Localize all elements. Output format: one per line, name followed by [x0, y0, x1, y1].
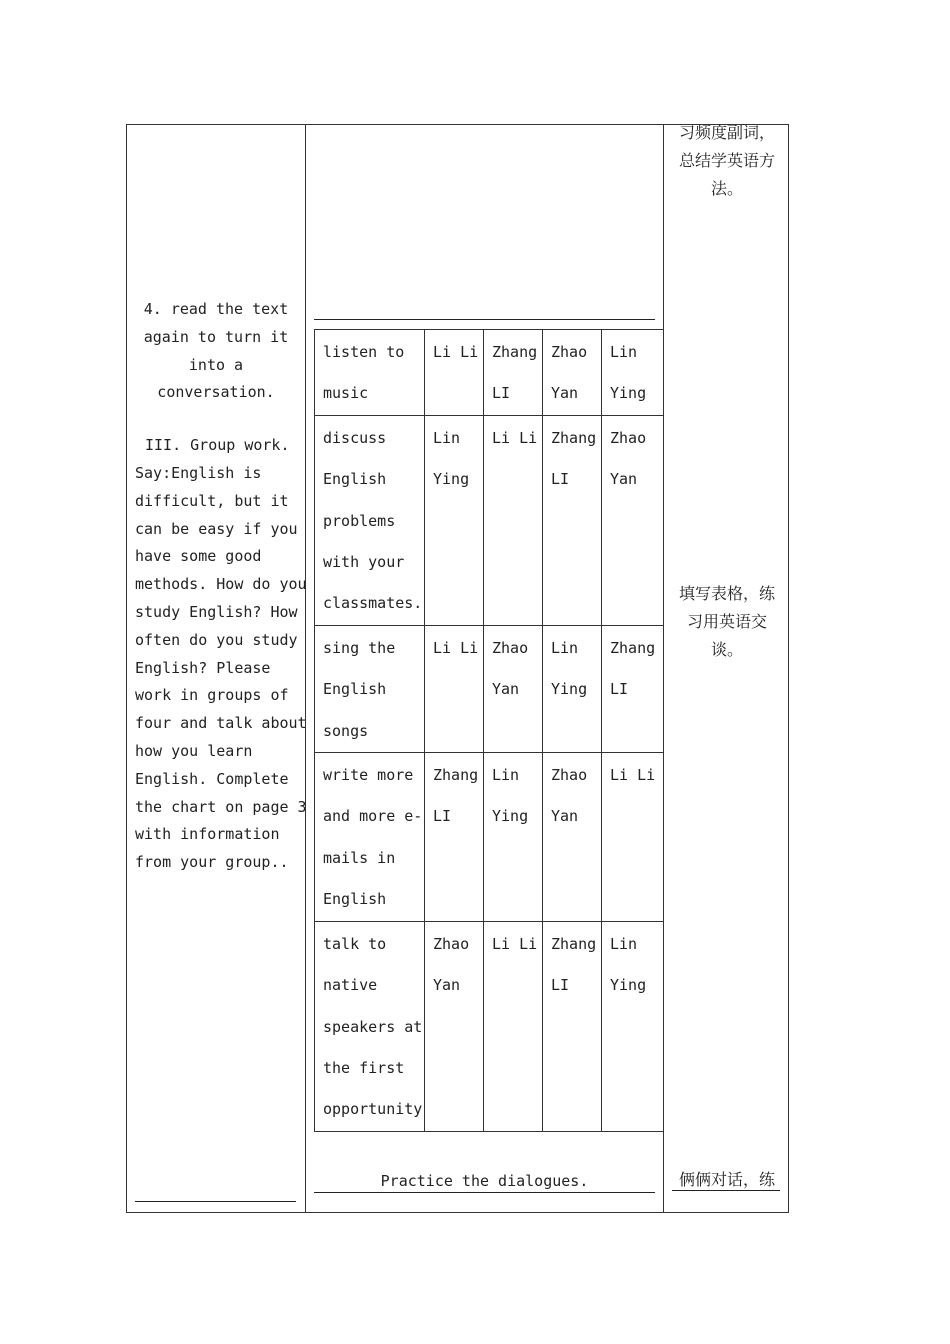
activity-line: write more	[323, 766, 414, 785]
name-cell	[543, 415, 602, 625]
name-line: LI	[433, 807, 452, 826]
name-line: Ying	[551, 680, 588, 699]
name-cell	[484, 753, 543, 922]
group-work-line: methods. How do you	[135, 575, 307, 594]
activity-line: English	[323, 680, 387, 699]
activity-line: English	[323, 890, 387, 909]
name-line: Lin	[610, 343, 638, 361]
name-cell	[425, 625, 484, 752]
name-line: Li Li	[492, 934, 538, 953]
table-row	[315, 625, 664, 752]
group-work-line: study English? How	[135, 602, 298, 621]
activity-line: native	[323, 976, 378, 995]
name-line: Li Li	[433, 638, 479, 657]
name-line: Zhao	[433, 934, 470, 953]
name-cell	[602, 753, 664, 922]
step4-line: conversation.	[157, 383, 275, 402]
activity-line: sing the	[323, 638, 396, 657]
name-line: Zhang	[433, 766, 479, 785]
group-work-text	[130, 432, 307, 877]
name-cell	[484, 625, 543, 752]
activity-cell	[315, 625, 425, 752]
name-line: Zhang	[551, 428, 597, 447]
name-line: Lin	[492, 766, 520, 785]
name-line: Yan	[551, 807, 579, 826]
activity-line: opportunity	[323, 1100, 423, 1119]
activity-cell	[315, 753, 425, 922]
name-line: Zhao	[610, 428, 647, 447]
activity-line: music	[323, 384, 369, 403]
group-work-line: Say:English is	[135, 463, 262, 482]
name-line: Li Li	[492, 428, 538, 447]
step4-text	[130, 296, 302, 407]
step4-line: 4. read the text	[143, 300, 289, 318]
name-line: Ying	[433, 470, 470, 489]
answer-line-right	[672, 1190, 780, 1191]
group-work-line: the chart on page 3	[135, 797, 307, 816]
name-cell	[425, 753, 484, 922]
name-line: Li Li	[433, 343, 479, 361]
activity-cell	[315, 921, 425, 1131]
right-note-line: 谈。	[710, 640, 743, 659]
name-line: Zhao	[551, 766, 588, 785]
step4-line: into a	[188, 355, 244, 374]
group-work-line: from your group..	[135, 853, 289, 872]
group-work-line: difficult, but it	[135, 491, 289, 510]
group-work-line: with information	[135, 825, 280, 844]
name-cell	[602, 330, 664, 416]
group-work-line: English. Complete	[135, 769, 289, 788]
name-line: Yan	[610, 470, 638, 489]
name-line: Zhao	[492, 638, 529, 657]
group-work-line: often do you study	[135, 630, 298, 649]
group-work-line: have some good	[135, 547, 262, 566]
activity-line: with your	[323, 553, 405, 572]
right-note-line: 填写表格，练	[678, 584, 775, 603]
answer-line-top	[314, 319, 655, 320]
activity-line: songs	[323, 721, 369, 740]
activity-line: and more e-	[323, 807, 423, 826]
name-line: LI	[492, 384, 511, 403]
name-cell	[425, 921, 484, 1131]
name-cell	[484, 415, 543, 625]
name-line: LI	[551, 976, 570, 995]
name-line: Zhang	[492, 343, 538, 361]
name-line: Yan	[551, 384, 579, 403]
activity-line: mails in	[323, 848, 396, 867]
activity-line: discuss	[323, 428, 387, 447]
name-cell	[484, 330, 543, 416]
group-work-line: four and talk about	[135, 714, 307, 733]
right-note-line: 总结学英语方	[678, 151, 775, 170]
activity-line: classmates.	[323, 594, 423, 613]
name-line: LI	[610, 680, 629, 699]
name-line: Lin	[610, 934, 638, 953]
name-cell	[543, 921, 602, 1131]
right-note-top	[671, 119, 783, 203]
name-line: Lin	[551, 638, 579, 657]
group-work-line: III. Group work.	[145, 436, 290, 455]
table-row	[315, 415, 664, 625]
name-line: Ying	[492, 807, 529, 826]
name-cell	[543, 753, 602, 922]
activity-line: English	[323, 470, 387, 489]
name-cell	[543, 330, 602, 416]
name-line: Lin	[433, 428, 461, 447]
table-row	[315, 921, 664, 1131]
table-row	[315, 753, 664, 922]
name-line: Ying	[610, 976, 647, 995]
right-note-line: 习频度副词，	[678, 123, 775, 142]
right-note-middle	[671, 580, 783, 664]
group-work-line: English? Please	[135, 658, 271, 677]
step4-line: again to turn it	[143, 327, 289, 346]
name-line: Zhang	[551, 934, 597, 953]
name-cell	[602, 415, 664, 625]
name-cell	[425, 330, 484, 416]
activity-cell	[315, 415, 425, 625]
activity-line: speakers at	[323, 1017, 423, 1036]
left-column	[130, 296, 307, 877]
name-cell	[425, 415, 484, 625]
activity-line: problems	[323, 511, 396, 530]
name-line: Zhang	[610, 638, 656, 657]
name-cell	[602, 625, 664, 752]
name-cell	[602, 921, 664, 1131]
right-note-line: 习用英语交	[686, 612, 767, 631]
right-note-line: 俩俩对话，练	[678, 1170, 775, 1189]
activity-line: the first	[323, 1058, 405, 1077]
name-line: Li Li	[610, 766, 656, 785]
learning-methods-table	[314, 329, 664, 1132]
name-line: Ying	[610, 384, 647, 403]
name-line: Yan	[433, 976, 461, 995]
right-note-line: 法。	[710, 179, 743, 198]
name-cell	[484, 921, 543, 1131]
column-divider-1	[305, 124, 306, 1213]
group-work-line: work in groups of	[135, 686, 289, 705]
activity-line: listen to	[323, 343, 405, 361]
activity-line: talk to	[323, 934, 387, 953]
name-line: Yan	[492, 680, 520, 699]
name-cell	[543, 625, 602, 752]
activity-cell	[315, 330, 425, 416]
name-line: Zhao	[551, 343, 588, 361]
answer-line-left	[135, 1201, 296, 1202]
group-work-line: how you learn	[135, 741, 253, 760]
practice-dialogues-text: Practice the dialogues.	[380, 1172, 589, 1190]
answer-line-bottom	[314, 1192, 655, 1193]
name-line: LI	[551, 470, 570, 489]
table-row	[315, 330, 664, 416]
group-work-line: can be easy if you	[135, 519, 298, 538]
